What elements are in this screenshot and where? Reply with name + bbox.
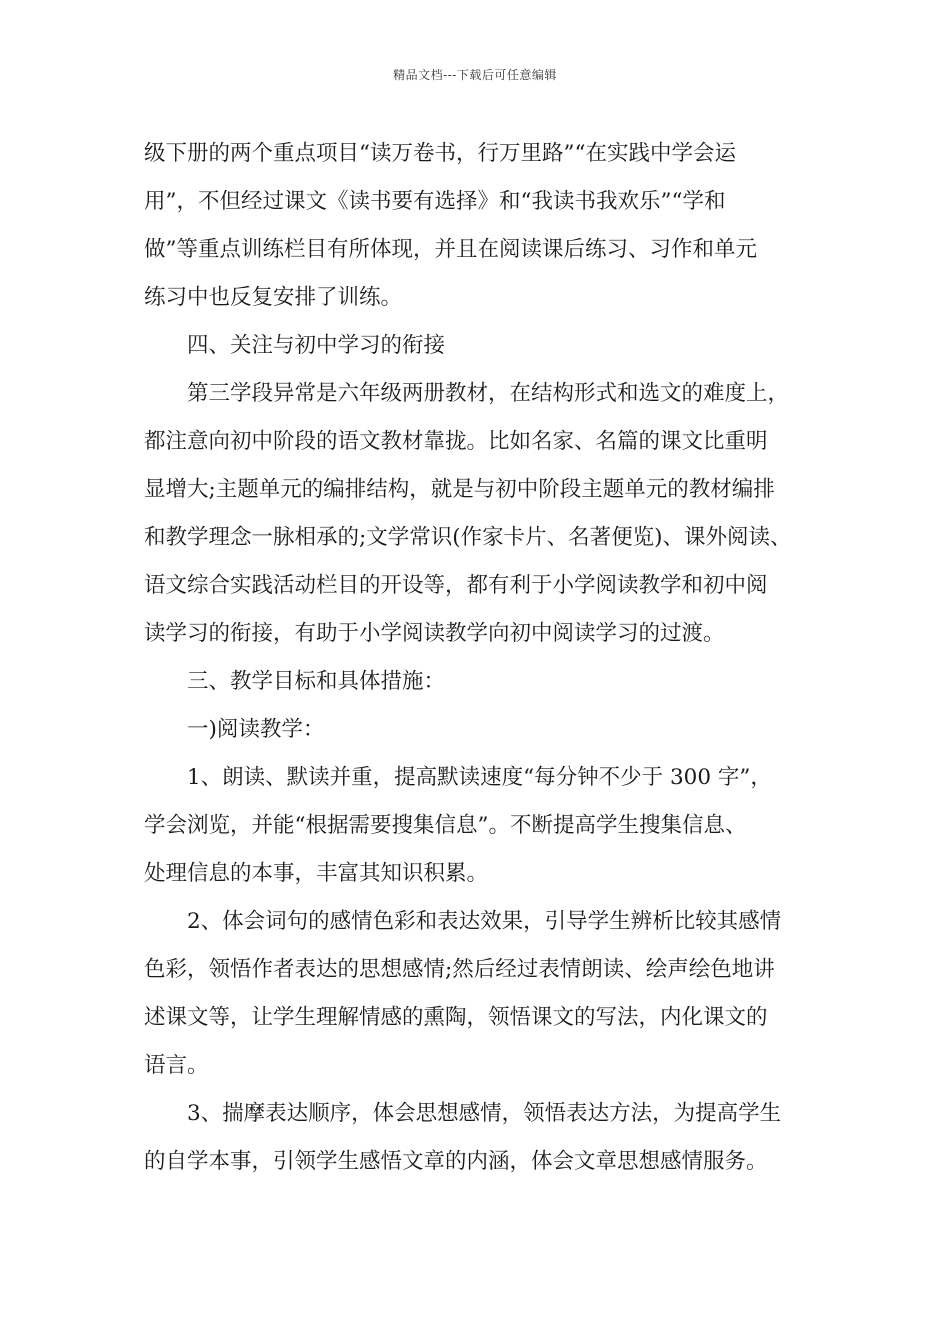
text-line: 显增大;主题单元的编排结构，就是与初中阶段主题单元的教材编排	[144, 477, 775, 502]
text-line: 1、朗读、默读并重，提高默读速度“每分钟不少于 300 字”，	[187, 765, 772, 790]
text-line: 用”，不但经过课文《读书要有选择》和“我读书我欢乐”“学和	[144, 189, 726, 214]
text-line: 语言。	[144, 1053, 209, 1078]
section-heading: 三、教学目标和具体措施：	[187, 669, 446, 694]
page-header: 精品文档---下载后可任意编辑	[393, 68, 557, 82]
text-line: 2、体会词句的感情色彩和表达效果，引导学生辨析比较其感情	[187, 909, 782, 934]
text-line: 3、揣摩表达顺序，体会思想感情，领悟表达方法，为提高学生	[187, 1101, 782, 1126]
text-line: 色彩，领悟作者表达的思想感情;然后经过表情朗读、绘声绘色地讲	[144, 957, 775, 982]
text-line: 都注意向初中阶段的语文教材靠拢。比如名家、名篇的课文比重明	[144, 429, 768, 454]
text-line: 读学习的衔接，有助于小学阅读教学向初中阅读学习的过渡。	[144, 621, 725, 646]
document-body	[144, 130, 834, 1186]
text-line: 练习中也反复安排了训练。	[144, 285, 403, 310]
text-line: 语文综合实践活动栏目的开设等，都有利于小学阅读教学和初中阅	[144, 573, 768, 598]
subsection-heading: 一)阅读教学：	[187, 717, 325, 742]
text-line: 第三学段异常是六年级两册教材，在结构形式和选文的难度上，	[187, 381, 790, 406]
text-line: 学会浏览，并能“根据需要搜集信息”。不断提高学生搜集信息、	[144, 813, 747, 838]
text-line: 处理信息的本事，丰富其知识积累。	[144, 861, 489, 886]
text-line: 和教学理念一脉相承的;文学常识(作家卡片、名著便览)、课外阅读、	[144, 525, 792, 550]
text-line: 级下册的两个重点项目“读万卷书，行万里路”“在实践中学会运	[144, 141, 736, 166]
text-line: 做”等重点训练栏目有所体现，并且在阅读课后练习、习作和单元	[144, 237, 757, 262]
text-line: 的自学本事，引领学生感悟文章的内涵，体会文章思想感情服务。	[144, 1149, 768, 1174]
text-line: 述课文等，让学生理解情感的熏陶，领悟课文的写法，内化课文的	[144, 1005, 768, 1030]
section-heading: 四、关注与初中学习的衔接	[187, 333, 446, 358]
